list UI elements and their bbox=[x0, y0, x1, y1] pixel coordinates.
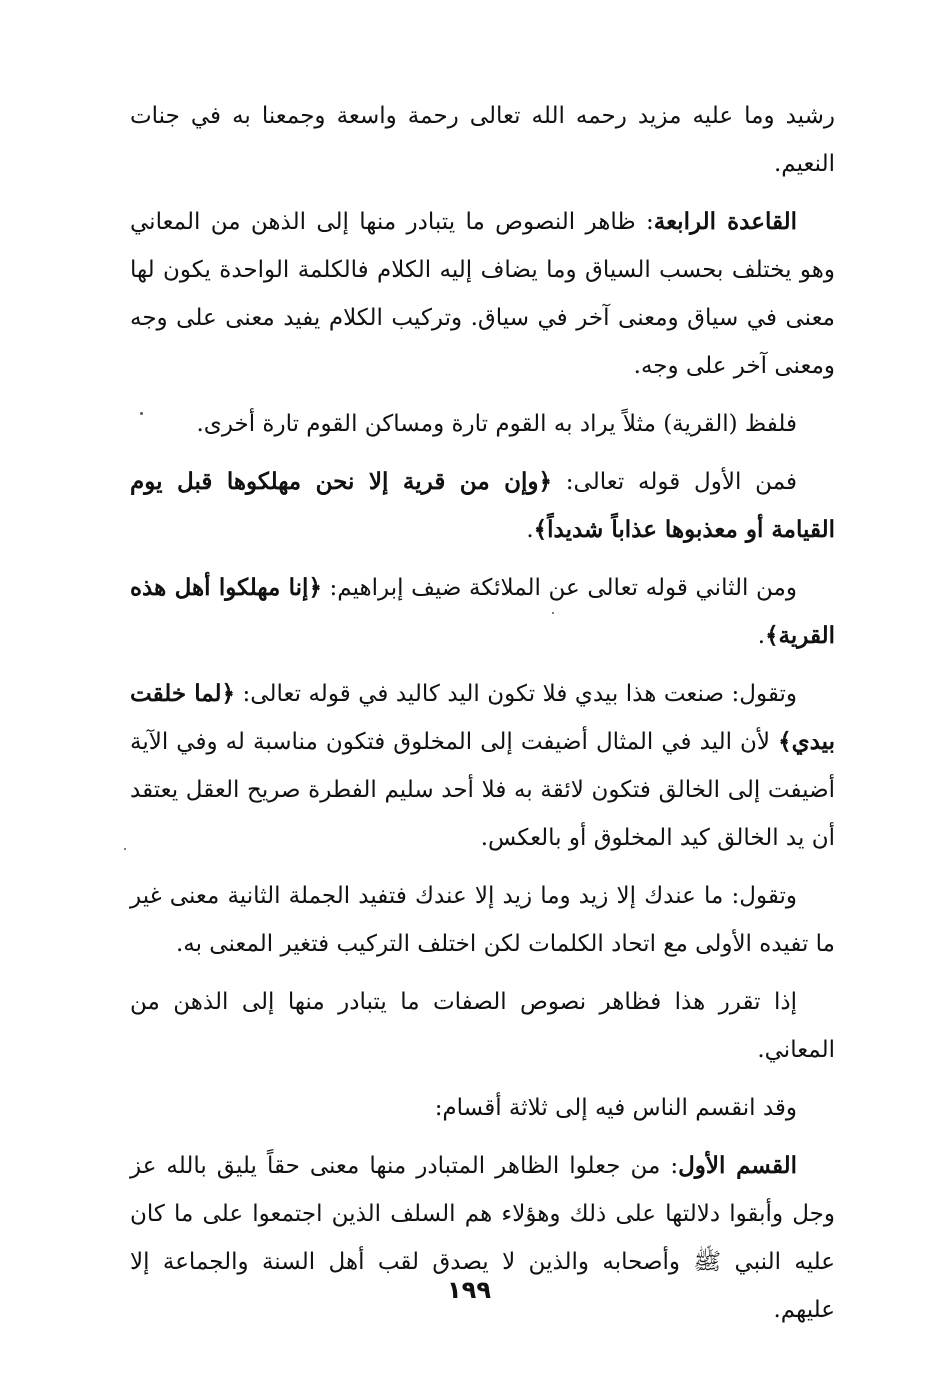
page-number: ١٩٩ bbox=[447, 1276, 491, 1304]
second-meaning-end: . bbox=[757, 623, 766, 649]
first-meaning-verse: ﴿وإن من قرية إلا نحن مهلكوها قبل يوم القيامة أو معذبوها عذاباً شديداً﴾ bbox=[130, 468, 835, 543]
qarya-example-text: فلفظ (القرية) مثلاً يراد به القوم تارة ومساكن القوم تارة أخرى. bbox=[196, 411, 797, 437]
first-meaning-intro: فمن الأول قوله تعالى: bbox=[552, 469, 797, 495]
scan-speck-dot bbox=[552, 612, 554, 614]
first-meaning-end: . bbox=[526, 517, 534, 543]
paragraph-first-meaning bbox=[130, 458, 835, 554]
three-divisions-text: وقد انقسم الناس فيه إلى ثلاثة أقسام: bbox=[434, 1095, 797, 1121]
hand-example-text: لأن اليد في المثال أضيفت إلى المخلوق فتكون مناسبة له وفي الآية أضيفت إلى الخالق فتكون لائقة به فلا أحد سليم الفطرة صريح العقل يعتقد أن يد الخالق كيد المخلوق أو بالعكس. bbox=[130, 729, 835, 851]
paragraph-1-text: رشيد وما عليه مزيد رحمه الله تعالى رحمة واسعة وجمعنا به في جنات النعيم. bbox=[130, 103, 835, 177]
paragraph-qarya-example bbox=[130, 400, 835, 448]
zaid-example-text: وتقول: ما عندك إلا زيد وما زيد إلا عندك فتفيد الجملة الثانية معنى غير ما تفيده الأولى مع اتحاد الكلمات لكن اختلف التركيب فتغير المعنى به. bbox=[130, 883, 835, 957]
paragraph-zaid-example bbox=[130, 872, 835, 968]
second-meaning-intro: ومن الثاني قوله تعالى عن الملائكة ضيف إبراهيم: bbox=[321, 575, 797, 601]
paragraph-1 bbox=[130, 92, 835, 188]
scan-speck-dot bbox=[124, 848, 126, 850]
paragraph-conclusion bbox=[130, 978, 835, 1074]
rule-four-text: : ظاهر النصوص ما يتبادر منها إلى الذهن من المعاني وهو يختلف بحسب السياق وما يضاف إليه الكلام فالكلمة الواحدة يكون لها معنى في سياق ومعنى آخر في سياق. وتركيب الكلام يفيد معنى على وجه ومعنى آخر على وجه. bbox=[130, 209, 835, 379]
first-division-heading: القسم الأول bbox=[678, 1152, 797, 1179]
second-meaning-verse: ﴿إنا مهلكوا أهل هذه القرية﴾ bbox=[130, 574, 835, 649]
rule-four-heading: القاعدة الرابعة bbox=[653, 208, 797, 235]
paragraph-second-meaning bbox=[130, 564, 835, 660]
conclusion-text: إذا تقرر هذا فظاهر نصوص الصفات ما يتبادر منها إلى الذهن من المعاني. bbox=[130, 989, 835, 1063]
hand-example-intro: وتقول: صنعت هذا بيدي فلا تكون اليد كاليد في قوله تعالى: bbox=[235, 681, 797, 707]
paragraph-first-division bbox=[130, 1142, 835, 1334]
first-division-text: : من جعلوا الظاهر المتبادر منها معنى حقاً يليق بالله عز وجل وأبقوا دلالتها على ذلك وهؤلاء هم السلف الذين اجتمعوا على ما كان عليه النبي ﷺ وأصحابه والذين لا يصدق لقب أهل السنة والجماعة إلا عليهم. bbox=[130, 1153, 835, 1323]
page-body bbox=[130, 92, 835, 1344]
hand-example-verse: ﴿لما خلقت بيدي﴾ bbox=[130, 680, 835, 755]
paragraph-hand-example bbox=[130, 670, 835, 862]
paragraph-rule-four bbox=[130, 198, 835, 390]
paragraph-three-divisions bbox=[130, 1084, 835, 1132]
scan-speck-dot bbox=[140, 412, 143, 415]
